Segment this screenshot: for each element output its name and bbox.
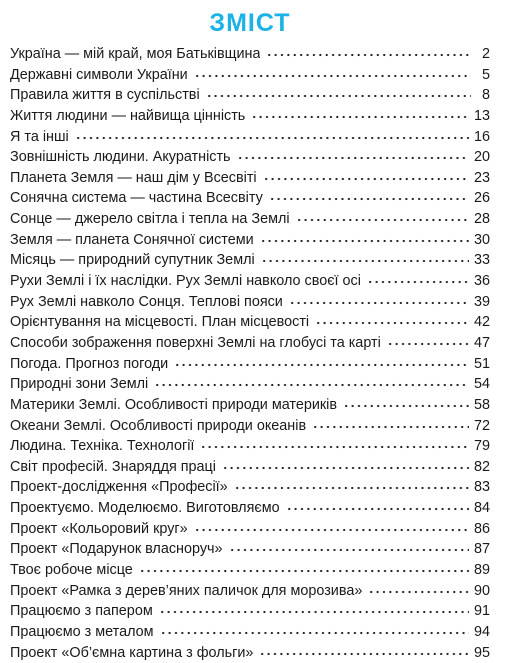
toc-entry-page: 23 <box>473 169 490 186</box>
toc-entry-page: 28 <box>473 211 490 228</box>
toc-entry-page: 72 <box>473 417 490 434</box>
toc-entry-page: 16 <box>473 128 490 145</box>
toc-entry[interactable] <box>10 498 490 519</box>
toc-entry-page: 95 <box>473 644 490 661</box>
toc-entry[interactable] <box>10 312 490 333</box>
toc-entry-title: Україна — мій край, моя Батьківщина <box>10 46 261 62</box>
toc-entry[interactable] <box>10 395 490 416</box>
toc-entry[interactable] <box>10 643 490 663</box>
toc-dot-leader <box>75 136 469 140</box>
toc-entry-page: 94 <box>473 623 490 640</box>
toc-dot-leader <box>237 156 469 160</box>
toc-entry-title: Я та інші <box>10 128 69 145</box>
toc-entry[interactable] <box>10 188 490 209</box>
toc-entry-page: 33 <box>473 252 490 269</box>
toc-entry-page: 89 <box>473 562 490 579</box>
toc-entry-page: 58 <box>473 396 490 413</box>
toc-dot-leader <box>286 507 469 511</box>
toc-entry[interactable] <box>10 292 490 313</box>
toc-entry-page: 20 <box>473 149 490 166</box>
page-title: ЗМІСТ <box>209 9 291 37</box>
toc-entry[interactable] <box>10 560 490 581</box>
toc-entry-page: 2 <box>481 46 490 62</box>
toc-dot-leader <box>260 239 469 243</box>
toc-entry-page: 87 <box>473 541 490 558</box>
toc-entry[interactable] <box>10 436 490 457</box>
toc-dot-leader <box>222 466 469 470</box>
toc-entry[interactable] <box>10 539 490 560</box>
toc-entry-page: 79 <box>473 438 490 455</box>
toc-entry-title: Рух Землі навколо Сонця. Теплові пояси <box>10 293 283 310</box>
toc-entry[interactable] <box>10 209 490 230</box>
toc-entry[interactable] <box>10 271 490 292</box>
toc-entry-title: Природні зони Землі <box>10 376 149 393</box>
toc-entry-page: 86 <box>473 520 490 537</box>
toc-entry-page: 47 <box>473 334 490 351</box>
toc-dot-leader <box>139 569 469 573</box>
toc-dot-leader <box>194 528 469 532</box>
toc-dot-leader <box>259 652 469 656</box>
toc-entry-title: Світ професій. Знаряддя праці <box>10 458 216 475</box>
toc-entry-page: 51 <box>473 355 490 372</box>
toc-dot-leader <box>194 74 471 78</box>
toc-entry-title: Правила життя в суспільстві <box>10 87 200 104</box>
toc-dot-leader <box>261 259 469 263</box>
toc-entry-title: Погода. Прогноз погоди <box>10 355 169 372</box>
toc-entry-title: Орієнтування на місцевості. План місцевості <box>10 314 310 331</box>
toc-dot-leader <box>289 301 469 305</box>
toc-dot-leader <box>269 197 469 201</box>
toc-dot-leader <box>234 486 469 490</box>
toc-dot-leader <box>159 610 469 614</box>
toc-entry-title: Місяць — природний супутник Землі <box>10 252 255 269</box>
toc-entry-title: Проект-дослідження «Професії» <box>10 479 228 496</box>
toc-entry[interactable] <box>10 230 490 251</box>
toc-entry-title: Зовнішність людини. Акуратність <box>10 149 231 166</box>
toc-entry[interactable] <box>10 44 490 65</box>
toc-entry[interactable] <box>10 354 490 375</box>
table-of-contents <box>10 44 490 663</box>
toc-dot-leader <box>315 321 469 325</box>
toc-entry-page: 13 <box>473 107 490 124</box>
toc-entry[interactable] <box>10 581 490 602</box>
toc-entry-page: 83 <box>473 479 490 496</box>
toc-dot-leader <box>174 363 469 367</box>
toc-entry-title: Людина. Техніка. Технології <box>10 438 195 455</box>
toc-dot-leader <box>296 218 469 222</box>
toc-entry[interactable] <box>10 127 490 148</box>
toc-dot-leader <box>387 342 469 346</box>
toc-entry-title: Проект «Рамка з дерев’яних паличок для морозива» <box>10 582 363 599</box>
toc-entry-page: 39 <box>473 293 490 310</box>
toc-dot-leader <box>343 404 469 408</box>
toc-entry[interactable] <box>10 106 490 127</box>
toc-entry[interactable] <box>10 374 490 395</box>
toc-entry-title: Проектуємо. Моделюємо. Виготовляємо <box>10 500 280 517</box>
toc-entry-title: Рухи Землі і їх наслідки. Рух Землі навколо своєї осі <box>10 273 361 290</box>
toc-entry[interactable] <box>10 457 490 478</box>
toc-entry-title: Державні символи України <box>10 66 188 83</box>
toc-entry-title: Працюємо з папером <box>10 603 153 620</box>
toc-dot-leader <box>200 445 469 449</box>
toc-entry-title: Проект «Подарунок власноруч» <box>10 541 223 558</box>
toc-entry[interactable] <box>10 333 490 354</box>
toc-dot-leader <box>154 383 469 387</box>
toc-dot-leader <box>263 177 469 181</box>
toc-entry-title: Земля — планета Сонячної системи <box>10 231 254 248</box>
toc-entry-title: Сонце — джерело світла і тепла на Землі <box>10 211 290 228</box>
toc-entry-page: 8 <box>481 87 490 104</box>
toc-entry-page: 36 <box>473 273 490 290</box>
toc-dot-leader <box>206 94 471 98</box>
toc-entry-page: 91 <box>473 603 490 620</box>
toc-entry[interactable] <box>10 85 490 106</box>
toc-dot-leader <box>229 548 469 552</box>
toc-entry[interactable] <box>10 65 490 86</box>
toc-dot-leader <box>367 280 469 284</box>
toc-dot-leader <box>251 115 469 119</box>
toc-entry[interactable] <box>10 168 490 189</box>
toc-entry-title: Твоє робоче місце <box>10 562 133 579</box>
toc-dot-leader <box>266 53 471 57</box>
toc-entry-title: Материки Землі. Особливості природи материків <box>10 396 338 413</box>
toc-entry-page: 30 <box>473 231 490 248</box>
toc-entry[interactable] <box>10 147 490 168</box>
toc-entry-page: 54 <box>473 376 490 393</box>
toc-entry-page: 82 <box>473 458 490 475</box>
toc-entry[interactable] <box>10 416 490 437</box>
toc-entry[interactable] <box>10 477 490 498</box>
toc-dot-leader <box>368 590 469 594</box>
toc-entry-title: Океани Землі. Особливості природи океанів <box>10 417 307 434</box>
toc-entry-title: Способи зображення поверхні Землі на глобусі та карті <box>10 334 381 351</box>
toc-entry-title: Сонячна система — частина Всесвіту <box>10 190 263 207</box>
toc-entry-page: 5 <box>481 66 490 83</box>
toc-entry-title: Життя людини — найвища цінність <box>10 107 246 124</box>
toc-dot-leader <box>160 631 469 635</box>
toc-entry-page: 42 <box>473 314 490 331</box>
toc-entry-title: Планета Земля — наш дім у Всесвіті <box>10 169 257 186</box>
toc-entry-page: 84 <box>473 500 490 517</box>
toc-entry-title: Працюємо з металом <box>10 623 154 640</box>
toc-entry[interactable] <box>10 250 490 271</box>
toc-entry-title: Проект «Кольоровий круг» <box>10 520 188 537</box>
toc-entry[interactable] <box>10 622 490 643</box>
toc-entry[interactable] <box>10 601 490 622</box>
toc-entry-page: 90 <box>473 582 490 599</box>
toc-entry-page: 26 <box>473 190 490 207</box>
toc-dot-leader <box>312 425 469 429</box>
toc-entry[interactable] <box>10 519 490 540</box>
toc-entry-title: Проект «Об’ємна картина з фольги» <box>10 644 254 661</box>
